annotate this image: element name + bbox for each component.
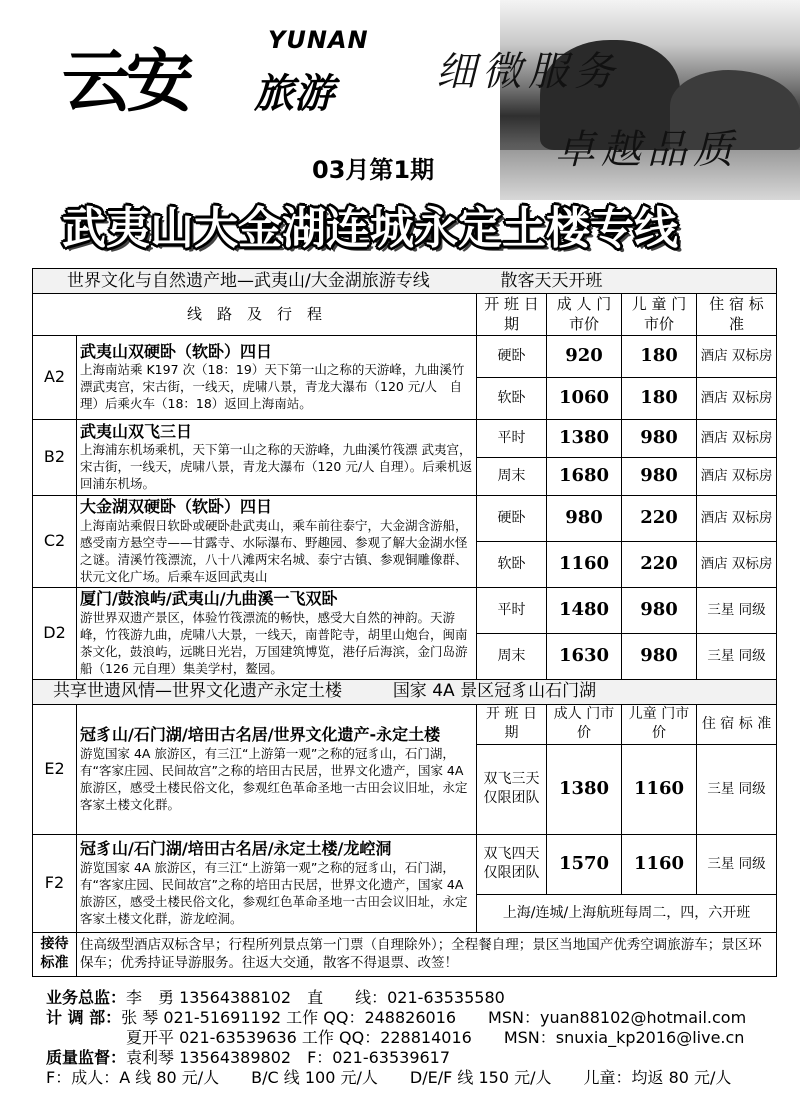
child-price: 980 bbox=[622, 587, 697, 633]
hotel-standard: 酒店 双标房 bbox=[697, 377, 777, 419]
route-desc: 上海南站乘 K197 次（18：19）天下第一山之称的天游峰，九曲溪竹漂武夷宫，宋古街，一线天，虎啸八景，青龙大瀑布（120 元/人 自理）后乘火车（18：18）返回上海南站。 bbox=[80, 362, 465, 412]
route-date: 双飞三天 仅限团队 bbox=[477, 744, 547, 834]
contact-value: 李 勇 13564388102 直 线：021-63535580 bbox=[126, 988, 505, 1007]
contact-quality bbox=[46, 1048, 746, 1068]
route-title: 厦门/鼓浪屿/武夷山/九曲溪一飞双卧 bbox=[80, 589, 338, 609]
route-code: B2 bbox=[33, 419, 77, 495]
reception-row bbox=[33, 932, 777, 976]
child-price: 980 bbox=[622, 419, 697, 457]
route-date: 软卧 bbox=[477, 377, 547, 419]
child-price: 980 bbox=[622, 633, 697, 679]
route-code: A2 bbox=[33, 335, 77, 419]
route-info bbox=[77, 834, 477, 932]
hotel-standard: 三星 同级 bbox=[697, 834, 777, 894]
contact-value: 袁利琴 13564389802 F：021-63539617 bbox=[126, 1048, 451, 1067]
hotel-standard: 三星 同级 bbox=[697, 587, 777, 633]
route-desc: 上海浦东机场乘机，天下第一山之称的天游峰，九曲溪竹筏漂 武夷宫，宋古街，一线天，虎啸八景，青龙大瀑布（120 元/人 自理）。后乘机返回浦东机场。 bbox=[80, 442, 473, 492]
logo-tour-text: 旅游 bbox=[254, 71, 334, 117]
route-date: 双飞四天 仅限团队 bbox=[477, 834, 547, 894]
child-price: 180 bbox=[622, 377, 697, 419]
hotel-standard: 酒店 双标房 bbox=[697, 541, 777, 587]
adult-price: 1380 bbox=[547, 419, 622, 457]
route-code: C2 bbox=[33, 495, 77, 587]
issue-number: 03月第1期 bbox=[312, 156, 435, 184]
section-header-1 bbox=[33, 269, 777, 294]
route-title: 冠豸山/石门湖/培田古名居/世界文化遗产-永定土楼 bbox=[80, 725, 441, 745]
route-date: 周末 bbox=[477, 457, 547, 495]
route-date: 硬卧 bbox=[477, 495, 547, 541]
adult-price: 1680 bbox=[547, 457, 622, 495]
page-title: 武夷山大金湖连城永定土楼专线 bbox=[62, 203, 678, 254]
adult-price: 1380 bbox=[547, 744, 622, 834]
route-date: 周末 bbox=[477, 633, 547, 679]
section-note: 散客天天开班 bbox=[500, 270, 603, 291]
contact-manager bbox=[46, 988, 746, 1008]
route-date: 软卧 bbox=[477, 541, 547, 587]
adult-price: 1630 bbox=[547, 633, 622, 679]
header-adult: 成人 门市价 bbox=[547, 704, 622, 744]
slogan-quality: 卓越品质 bbox=[555, 127, 739, 173]
route-desc: 上海南站乘假日软卧或硬卧赴武夷山，乘车前往泰宁，大金湖含游船，感受南方悬空寺——甘露寺、水际瀑布、野趣园、参观了解大金湖水怪之谜。清溪竹筏漂流，八十八滩两宋名城、泰宁古镇、参观铜雕像群、状元文化广场。后乘车返回武夷山 bbox=[80, 518, 468, 584]
contact-block bbox=[46, 988, 746, 1088]
table-row bbox=[33, 704, 777, 744]
route-title: 冠豸山/石门湖/培田古名居/永定土楼/龙崆洞 bbox=[80, 839, 392, 859]
route-desc: 游世界双遗产景区，体验竹筏漂流的畅快，感受大自然的神韵。天游峰，竹筏游九曲，虎啸八大景，一线天，南普陀寺，胡里山炮台，闽南茶文化，鼓浪屿，远眺日光岩，万国建筑博览，港仔后海滨，金门岛游船（126 元自理）集美学村，鳌园。 bbox=[80, 610, 468, 676]
table-row bbox=[33, 495, 777, 541]
hotel-standard: 酒店 双标房 bbox=[697, 457, 777, 495]
header-child: 儿 童 门市价 bbox=[622, 294, 697, 336]
route-info bbox=[77, 335, 477, 419]
section-note: 国家 4A 景区冠豸山石门湖 bbox=[392, 681, 597, 702]
child-price: 220 bbox=[622, 541, 697, 587]
reception-text: 住高级型酒店双标含早；行程所列景点第一门票（自理除外）；全程餐自理；景区当地国产优秀空调旅游车；景区环保车；优秀持证导游服务。往返大交通，散客不得退票、改签！ bbox=[77, 932, 777, 976]
route-date: 平时 bbox=[477, 587, 547, 633]
route-code: E2 bbox=[33, 704, 77, 834]
route-desc: 游览国家 4A 旅游区，有三江“上游第一观”之称的冠豸山，石门湖，有“客家庄园、民间故宫”之称的培田古民居，世界文化遗产，国家 4A 旅游区，感受土楼民俗文化，参观红色革命圣地一古田会议旧址，永定客家土楼文化群。 bbox=[80, 746, 468, 812]
child-price: 220 bbox=[622, 495, 697, 541]
child-price: 180 bbox=[622, 335, 697, 377]
table-header-row bbox=[33, 294, 777, 336]
route-code: F2 bbox=[33, 834, 77, 932]
adult-price: 1570 bbox=[547, 834, 622, 894]
section-title: 共享世遗风情—世界文化遗产永定土楼 bbox=[53, 681, 342, 702]
contact-value: 夏开平 021-63539636 工作 QQ：228814016 MSN：snuxia_kp2016@live.cn bbox=[126, 1028, 745, 1047]
route-title: 大金湖双硬卧（软卧）四日 bbox=[80, 497, 273, 517]
child-price: 1160 bbox=[622, 834, 697, 894]
header-hotel: 住 宿 标 准 bbox=[697, 704, 777, 744]
adult-price: 1160 bbox=[547, 541, 622, 587]
contact-value: 张 琴 021-51691192 工作 QQ：248826016 MSN：yuan88102@hotmail.com bbox=[121, 1008, 747, 1027]
route-info bbox=[77, 704, 477, 834]
table-row bbox=[33, 419, 777, 457]
header-route: 线 路 及 行 程 bbox=[33, 294, 477, 336]
route-code: D2 bbox=[33, 587, 77, 679]
contact-dispatch-2 bbox=[46, 1028, 746, 1048]
header-adult: 成 人 门市价 bbox=[547, 294, 622, 336]
hotel-standard: 酒店 双标房 bbox=[697, 495, 777, 541]
contact-dispatch bbox=[46, 1008, 746, 1028]
contact-label: 质量监督： bbox=[46, 1048, 127, 1067]
header-child: 儿童 门市价 bbox=[622, 704, 697, 744]
contact-label: 业务总监： bbox=[46, 988, 127, 1007]
reception-label: 接待 标准 bbox=[33, 932, 77, 976]
table-row bbox=[33, 587, 777, 633]
adult-price: 920 bbox=[547, 335, 622, 377]
hotel-standard: 三星 同级 bbox=[697, 744, 777, 834]
contact-label: 计 调 部： bbox=[46, 1008, 122, 1027]
route-title: 武夷山双飞三日 bbox=[80, 421, 193, 441]
slogan-service: 细微服务 bbox=[436, 49, 620, 95]
child-price: 980 bbox=[622, 457, 697, 495]
route-info bbox=[77, 419, 477, 495]
logo-mark: 云安 bbox=[62, 43, 191, 122]
hotel-standard: 酒店 双标房 bbox=[697, 419, 777, 457]
adult-price: 1060 bbox=[547, 377, 622, 419]
child-price: 1160 bbox=[622, 744, 697, 834]
hotel-standard: 酒店 双标房 bbox=[697, 335, 777, 377]
hotel-standard: 三星 同级 bbox=[697, 633, 777, 679]
fee-line: F：成人：A 线 80 元/人 B/C 线 100 元/人 D/E/F 线 150 元/人 儿童：均返 80 元/人 bbox=[46, 1068, 732, 1087]
table-row bbox=[33, 335, 777, 377]
adult-price: 980 bbox=[547, 495, 622, 541]
route-info bbox=[77, 495, 477, 587]
route-title: 武夷山双硬卧（软卧）四日 bbox=[80, 341, 273, 361]
logo-english: YUNAN bbox=[268, 26, 369, 54]
route-info bbox=[77, 587, 477, 679]
route-date: 平时 bbox=[477, 419, 547, 457]
route-date: 硬卧 bbox=[477, 335, 547, 377]
header-date: 开 班 日 期 bbox=[477, 704, 547, 744]
tour-table bbox=[32, 268, 777, 977]
header-date: 开 班 日 期 bbox=[477, 294, 547, 336]
route-desc: 游览国家 4A 旅游区，有三江“上游第一观”之称的冠豸山，石门湖，有“客家庄园、民间故宫”之称的培田古民居，世界文化遗产，国家 4A 旅游区，感受土楼民俗文化，参观红色革命圣地一古田会议旧址，永定客家土楼文化群，游龙崆洞。 bbox=[80, 860, 468, 926]
section-header-2 bbox=[33, 679, 777, 704]
header-hotel: 住 宿 标 准 bbox=[697, 294, 777, 336]
section-title: 世界文化与自然遗产地—武夷山/大金湖旅游专线 bbox=[67, 270, 430, 291]
schedule-note: 上海/连城/上海航班每周二，四，六开班 bbox=[477, 894, 777, 932]
table-row bbox=[33, 834, 777, 894]
adult-price: 1480 bbox=[547, 587, 622, 633]
